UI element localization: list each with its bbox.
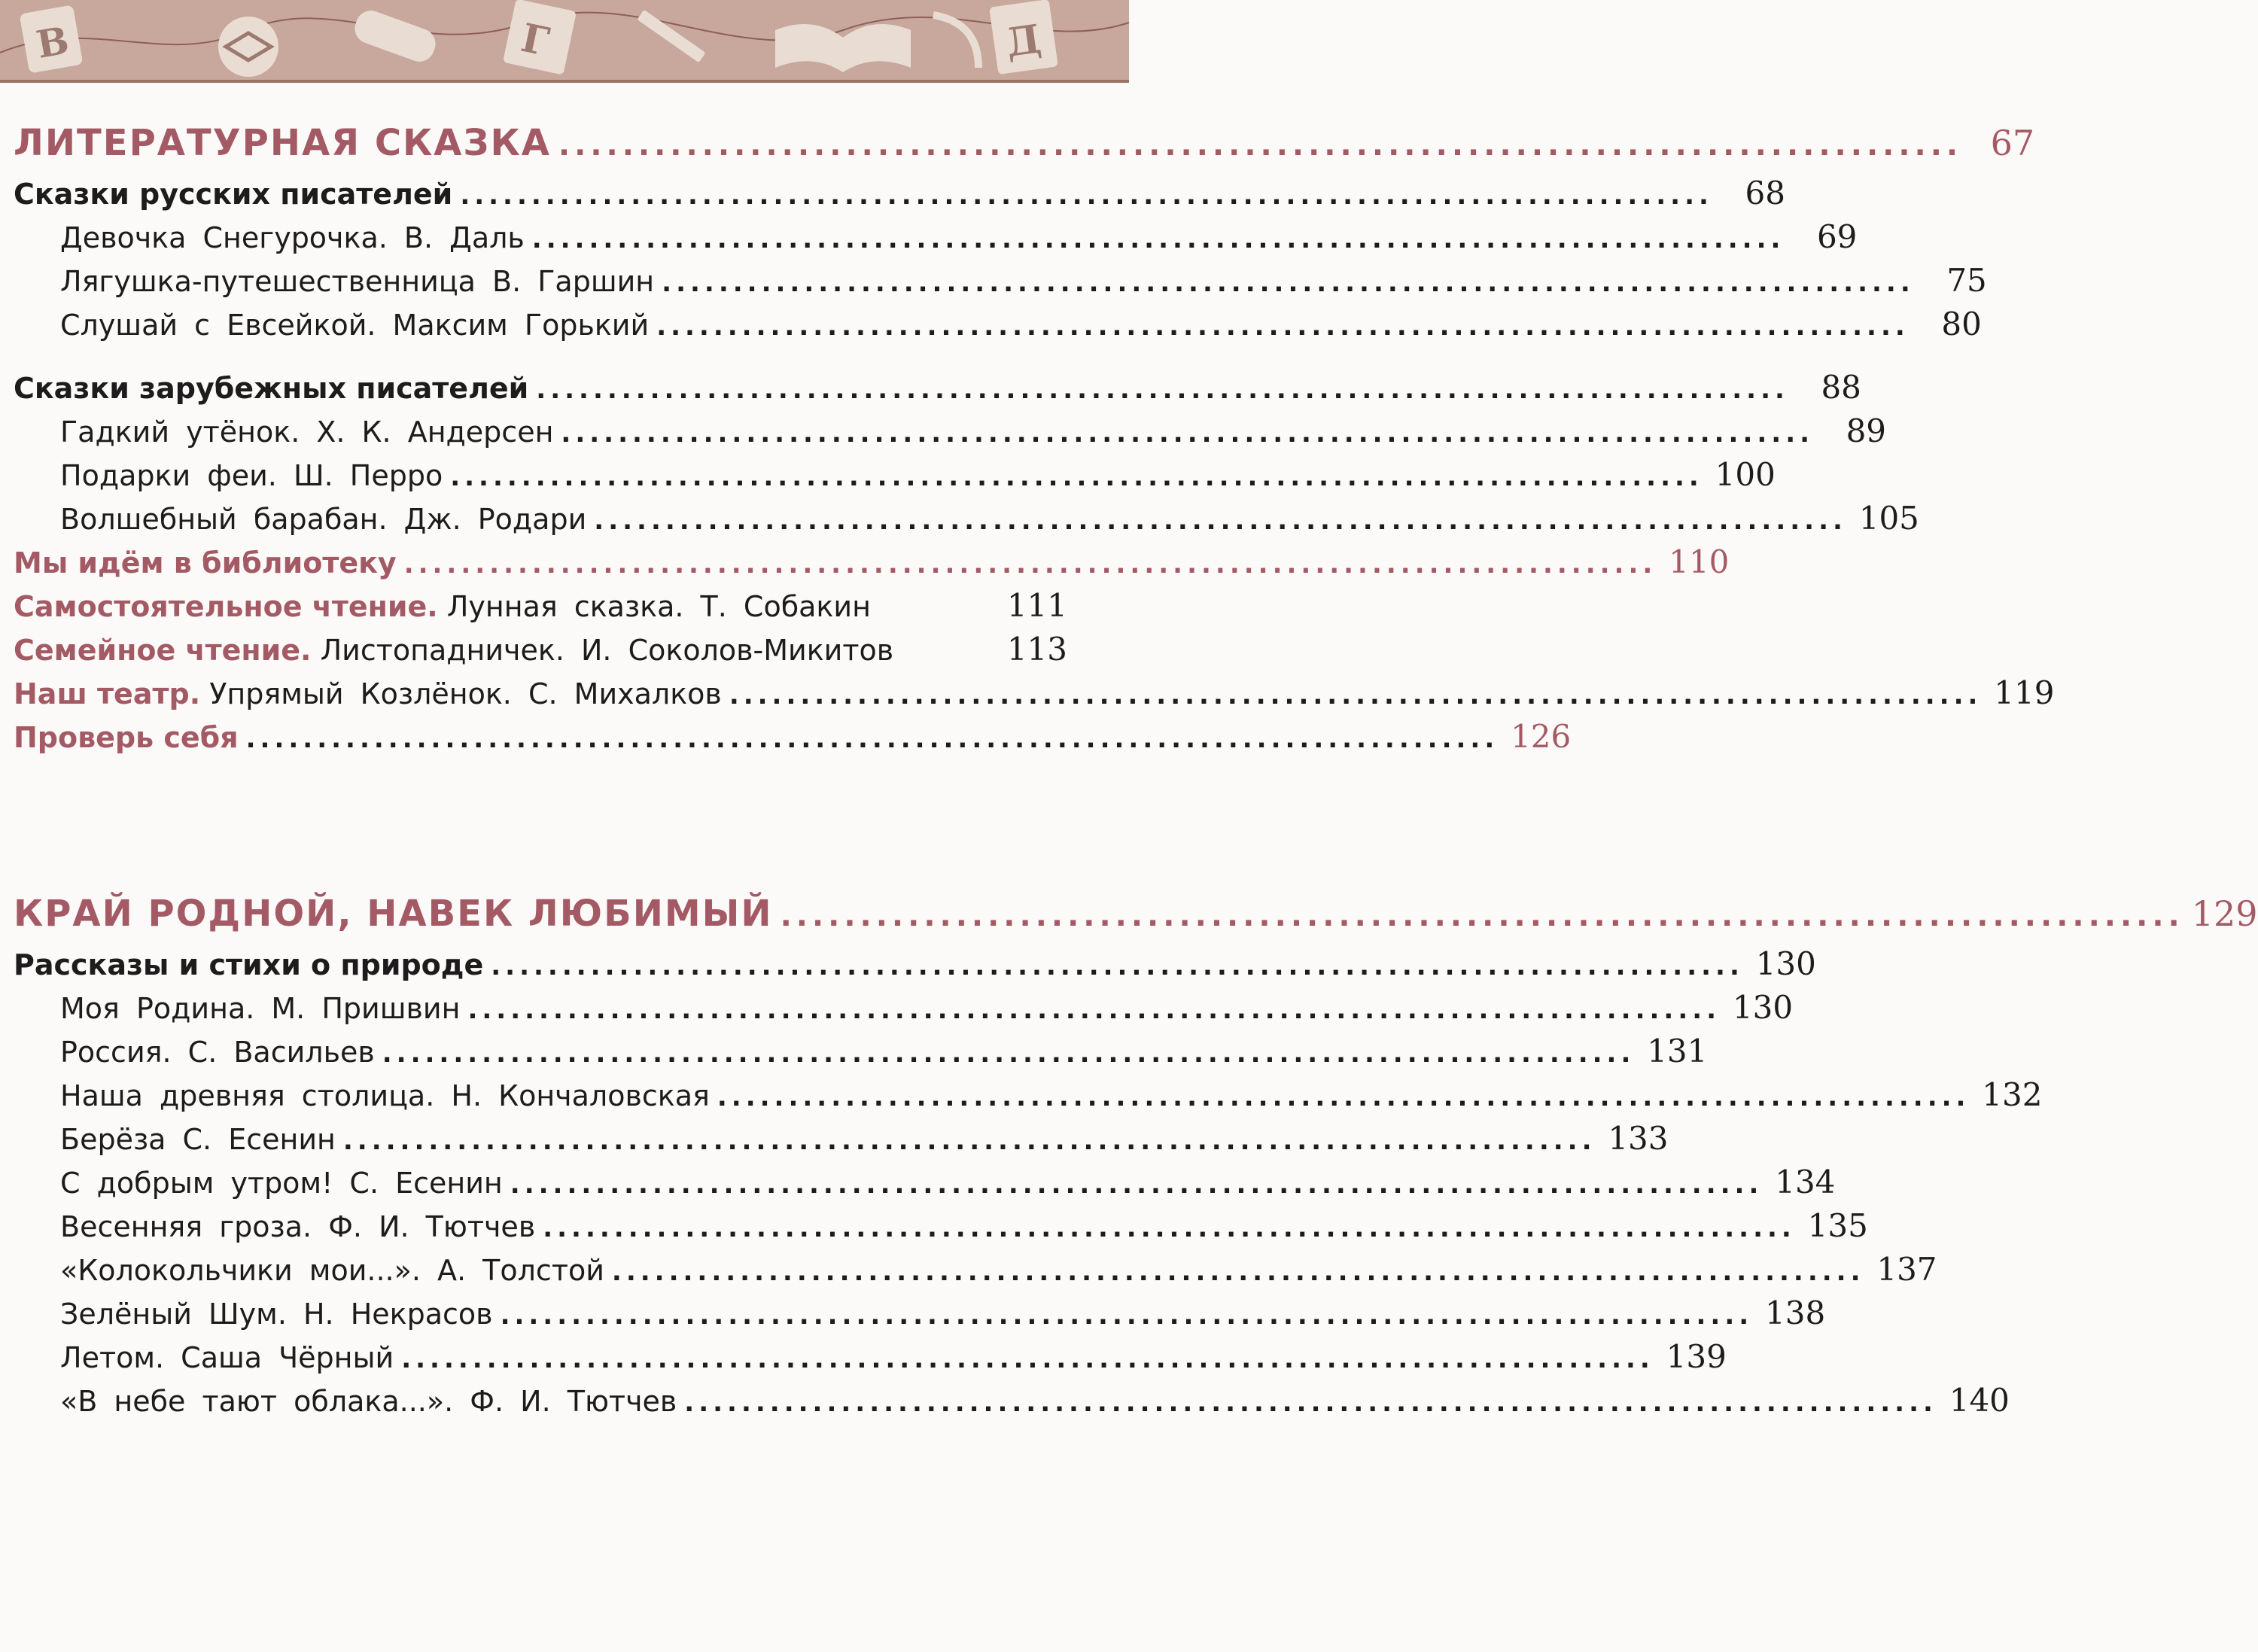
dot-leader: ........................................................................................	[467, 995, 1721, 1025]
page-number: 130	[1732, 989, 1794, 1026]
section-title: ЛИТЕРАТУРНАЯ СКАЗКА	[14, 122, 551, 164]
dot-leader: ........................................................................................	[531, 224, 1785, 254]
entry-title: Лунная сказка. Т. Собакин	[446, 590, 871, 623]
family-reading-entry[interactable]	[14, 631, 1067, 668]
page-number: 139	[1666, 1338, 1727, 1375]
page-number: 113	[1006, 631, 1067, 668]
dot-leader: ........................................................................................	[543, 1213, 1796, 1243]
dot-leader: ........................................................................................	[558, 128, 1963, 163]
page-number: 75	[1946, 262, 1987, 299]
page-number: 140	[1949, 1382, 2010, 1419]
svg-text:Д: Д	[1003, 16, 1045, 66]
toc-entry[interactable]	[60, 1207, 1868, 1244]
theatre-entry[interactable]	[14, 674, 2055, 711]
toc-entry[interactable]	[60, 456, 1776, 493]
svg-text:Г: Г	[517, 14, 553, 65]
entry-title: Лягушка-путешественница В. Гаршин	[60, 265, 655, 298]
entry-label: Мы идём в библиотеку	[14, 546, 397, 580]
toc-entry[interactable]	[60, 1033, 1708, 1069]
dot-leader: ........................................................................................	[500, 1301, 1754, 1331]
entry-title: Летом. Саша Чёрный	[60, 1341, 394, 1374]
entry-title: Наша древняя столица. Н. Кончаловская	[60, 1079, 710, 1112]
dot-leader: ........................................................................................	[536, 375, 1789, 405]
svg-text:В: В	[32, 17, 72, 67]
page-number: 110	[1669, 543, 1730, 580]
toc-entry[interactable]	[60, 1295, 1826, 1331]
self-check-entry[interactable]	[14, 718, 1572, 755]
toc-entry[interactable]	[60, 306, 1982, 342]
dot-leader: ........................................................................................	[403, 549, 1657, 580]
page-number: 129	[2191, 893, 2258, 934]
entry-title: Волшебный барабан. Дж. Родари	[60, 503, 587, 536]
entry-title: Россия. С. Васильев	[60, 1036, 375, 1069]
section-heading[interactable]	[14, 893, 2258, 935]
dot-leader: ........................................................................................	[491, 951, 1744, 981]
dot-leader: ........................................................................................	[611, 1257, 1865, 1287]
page-number: 111	[1006, 587, 1067, 624]
toc-entry[interactable]	[60, 218, 1858, 255]
toc-entry[interactable]	[60, 412, 1887, 449]
page-number: 138	[1765, 1295, 1826, 1331]
dot-leader: ........................................................................................	[717, 1082, 1970, 1112]
page-number: 80	[1941, 306, 1982, 342]
dot-leader: ........................................................................................	[729, 680, 1983, 710]
entry-title: Гадкий утёнок. Х. К. Андерсен	[60, 415, 554, 449]
dot-leader: ........................................................................................	[684, 1388, 1937, 1418]
dot-leader: ........................................................................................	[656, 312, 1910, 342]
dot-leader: ........................................................................................	[780, 899, 2184, 933]
page-number: 133	[1608, 1120, 1669, 1157]
section-title: КРАЙ РОДНОЙ, НАВЕК ЛЮБИМЫЙ	[14, 893, 773, 935]
dot-leader: ........................................................................................	[662, 268, 1915, 298]
page-number: 100	[1715, 456, 1776, 493]
entry-title: Весенняя гроза. Ф. И. Тютчев	[60, 1210, 536, 1243]
dot-leader: ........................................................................................	[450, 462, 1703, 492]
dot-leader: ........................................................................................	[401, 1344, 1654, 1374]
toc-entry[interactable]	[60, 262, 1987, 299]
page-number: 126	[1511, 718, 1572, 755]
page-number: 137	[1876, 1251, 1937, 1288]
page-number: 89	[1846, 412, 1887, 449]
dot-leader: ........................................................................................	[510, 1170, 1763, 1200]
toc-entry[interactable]	[60, 1251, 1937, 1288]
dot-leader: ........................................................................................	[245, 724, 1499, 754]
category-title: Сказки зарубежных писателей	[14, 372, 529, 405]
category-title: Сказки русских писателей	[14, 178, 453, 211]
entry-title: «Колокольчики мои...». А. Толстой	[60, 1254, 604, 1287]
dot-leader: ........................................................................................	[561, 418, 1815, 449]
entry-title: Подарки феи. Ш. Перро	[60, 459, 443, 492]
dot-leader: ........................................................................................	[460, 181, 1713, 211]
page-number: 134	[1775, 1164, 1836, 1200]
entry-title: Листопадничек. И. Соколов-Микитов	[320, 634, 894, 667]
toc-entry[interactable]	[60, 1120, 1669, 1157]
page-number: 88	[1821, 369, 1861, 406]
page-number: 68	[1745, 175, 1785, 211]
page-number: 69	[1816, 218, 1858, 255]
entry-label: Самостоятельное чтение.	[14, 590, 438, 623]
entry-title: Слушай с Евсейкой. Максим Горький	[60, 309, 650, 342]
entry-title: «В небе тают облака...». Ф. И. Тютчев	[60, 1385, 677, 1418]
entry-title: С добрым утром! С. Есенин	[60, 1167, 503, 1200]
entry-title: Зелёный Шум. Н. Некрасов	[60, 1298, 493, 1331]
toc-entry[interactable]	[60, 1382, 2010, 1419]
toc-entry[interactable]	[60, 1076, 2043, 1113]
category-entry[interactable]	[14, 945, 1816, 982]
category-entry[interactable]	[14, 175, 1785, 211]
page-number: 131	[1647, 1033, 1708, 1069]
entry-title: Девочка Снегурочка. В. Даль	[60, 221, 525, 254]
toc-entry[interactable]	[60, 1164, 1836, 1200]
entry-label: Проверь себя	[14, 721, 239, 754]
entry-label: Наш театр.	[14, 677, 201, 710]
dot-leader: ........................................................................................	[594, 506, 1847, 536]
category-entry[interactable]	[14, 369, 1861, 406]
entry-label: Семейное чтение.	[14, 634, 312, 667]
toc-entry[interactable]	[60, 500, 1919, 537]
page-number: 67	[1990, 123, 2035, 163]
entry-title: Упрямый Козлёнок. С. Михалков	[209, 677, 722, 710]
category-title: Рассказы и стихи о природе	[14, 948, 484, 981]
toc-entry[interactable]	[60, 989, 1794, 1026]
dot-leader: ........................................................................................	[342, 1126, 1596, 1156]
page-number: 105	[1858, 500, 1919, 537]
section-heading[interactable]	[14, 122, 2035, 164]
page-number: 135	[1807, 1207, 1868, 1244]
toc-entry[interactable]	[60, 1338, 1727, 1375]
library-entry[interactable]	[14, 543, 1730, 580]
dot-leader: ........................................................................................	[382, 1039, 1636, 1069]
page-number: 132	[1982, 1076, 2043, 1113]
page-number: 130	[1755, 945, 1816, 982]
entry-title: Берёза С. Есенин	[60, 1123, 336, 1156]
independent-reading-entry[interactable]	[14, 587, 1067, 624]
page-number: 119	[1994, 674, 2055, 711]
entry-title: Моя Родина. М. Пришвин	[60, 992, 461, 1025]
